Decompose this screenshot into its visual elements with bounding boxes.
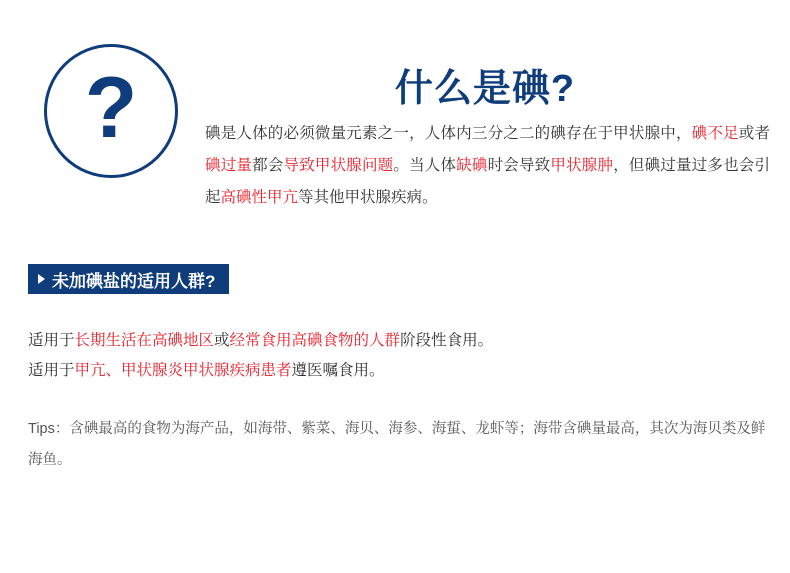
hero-section: [0, 44, 790, 234]
highlighted-text: 导致甲状腺问题: [283, 157, 394, 174]
plain-text: 遵医嘱食用。: [291, 362, 385, 379]
plain-text: 适用于: [28, 362, 75, 379]
triangle-bullet-icon: [38, 274, 45, 284]
plain-text: 。当人体: [393, 157, 457, 174]
highlighted-text: 高碘性甲亢: [220, 189, 299, 206]
section-heading-ribbon: [28, 264, 229, 294]
plain-text: 或者: [738, 125, 770, 142]
plain-text: 或: [214, 332, 230, 349]
plain-text: 阶段性食用。: [400, 332, 494, 349]
question-mark-glyph: ?: [84, 60, 138, 156]
tips-note: Tips：含碘最高的食物为海产品，如海带、紫菜、海贝、海参、海蜇、龙虾等；海带含碘量最高，其次为海贝类及鲜海鱼。: [28, 421, 766, 468]
question-mark-circle-icon: [44, 44, 178, 178]
plain-text: 等其他甲状腺疾病。: [298, 189, 438, 206]
highlighted-text: 经常食用高碘食物的人群: [229, 332, 401, 349]
plain-text: 适用于: [28, 332, 75, 349]
highlighted-text: 甲状腺肿: [550, 157, 614, 174]
plain-text: 碘是人体的必须微量元素之一，人体内三分之二的碘存在于甲状腺中，: [205, 125, 692, 142]
plain-text: 时会导致: [487, 157, 551, 174]
highlighted-text: 缺碘: [456, 157, 488, 174]
highlighted-text: 碘过量: [205, 157, 253, 174]
page-title: 什么是碘?: [394, 68, 576, 110]
highlighted-text: 甲亢、甲状腺炎甲状腺疾病患者: [74, 362, 292, 379]
hero-paragraph: [205, 118, 770, 214]
plain-text: 都会: [252, 157, 284, 174]
body-line-2: [28, 356, 768, 386]
body-line-1: [28, 326, 768, 356]
body-lines: [28, 326, 768, 386]
section-heading-label: 未加碘盐的适用人群?: [52, 271, 216, 291]
highlighted-text: 碘不足: [691, 125, 739, 142]
highlighted-text: 长期生活在高碘地区: [74, 332, 215, 349]
plain-text: ，但碘过量过多也会引起: [205, 157, 770, 206]
